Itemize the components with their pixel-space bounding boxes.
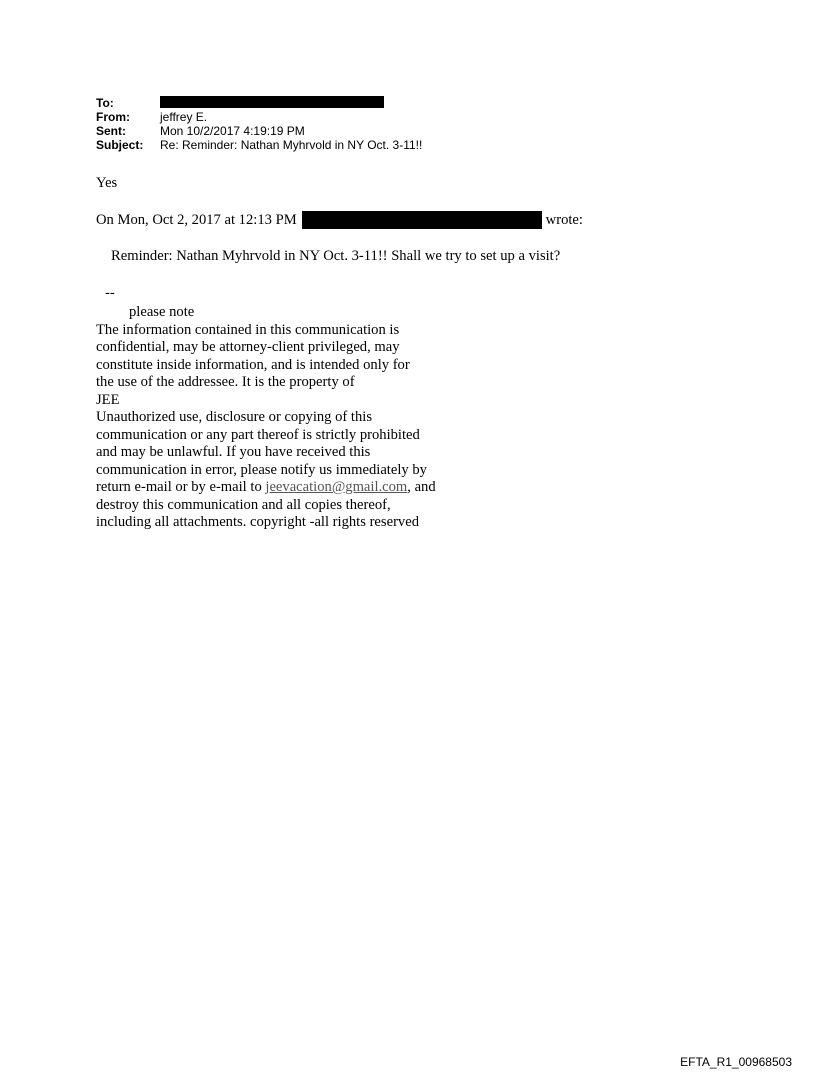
disclaimer-text: , and: [407, 479, 436, 495]
quote-intro: On Mon, Oct 2, 2017 at 12:13 PM: [96, 211, 297, 228]
to-label: To:: [96, 96, 114, 110]
disclaimer-line: JEE: [96, 391, 120, 408]
email-link[interactable]: jeevacation@gmail.com: [265, 479, 408, 495]
disclaimer-line: and may be unlawful. If you have received this: [96, 444, 371, 460]
email-header: [96, 96, 422, 152]
quote-attribution: [96, 211, 583, 229]
disclaimer-line: Unauthorized use, disclosure or copying of this: [96, 409, 373, 425]
to-row: [96, 96, 422, 110]
disclaimer-line: the use of the addressee. It is the property of: [96, 374, 355, 390]
subject-row: [96, 138, 422, 152]
disclaimer-line: communication or any part thereof is strictly prohibited: [96, 426, 420, 443]
signature-separator: --: [105, 285, 115, 301]
from-row: [96, 110, 422, 124]
sent-label: Sent:: [96, 124, 126, 138]
quote-wrote: wrote:: [545, 211, 583, 228]
disclaimer-line: communication in error, please notify us immediately by: [96, 461, 427, 478]
confidentiality-disclaimer: [96, 304, 436, 532]
disclaimer-line: The information contained in this communication is: [96, 321, 400, 338]
disclaimer-line: confidential, may be attorney-client privileged, may: [96, 339, 400, 355]
from-label: From:: [96, 110, 130, 124]
from-value: jeffrey E.: [160, 110, 208, 124]
disclaimer-line: destroy this communication and all copies thereof,: [96, 496, 391, 513]
disclaimer-text: return e-mail or by e-mail to: [96, 479, 266, 495]
to-value: [160, 96, 384, 110]
sent-value: Mon 10/2/2017 4:19:19 PM: [160, 124, 305, 138]
quoted-message: Reminder: Nathan Myhrvold in NY Oct. 3-11!! Shall we try to set up a visit?: [111, 248, 561, 264]
document-id: EFTA_R1_00968503: [680, 1055, 792, 1069]
redaction-block-recipient: [160, 96, 384, 108]
disclaimer-line: [96, 479, 436, 497]
reply-text: Yes: [96, 175, 118, 191]
disclaimer-line: please note: [129, 304, 195, 320]
sent-row: [96, 124, 422, 138]
redaction-block-sender: [302, 211, 542, 229]
subject-value: Re: Reminder: Nathan Myhrvold in NY Oct. 3-11!!: [160, 138, 423, 152]
disclaimer-line: constitute inside information, and is intended only for: [96, 356, 410, 373]
disclaimer-line: including all attachments. copyright -all rights reserved: [96, 514, 419, 530]
subject-label: Subject:: [96, 138, 144, 152]
